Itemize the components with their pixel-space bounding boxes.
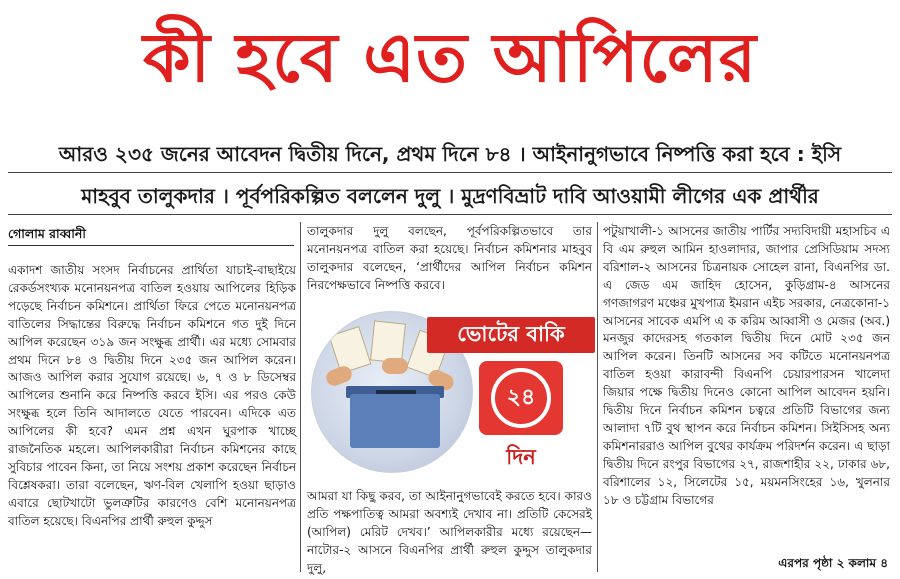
days-number: ২৪ xyxy=(491,368,551,428)
article-column-1: একাদশ জাতীয় সংসদ নির্বাচনের প্রার্থিতা যাচাই-বাছাইয়ে রেকর্ডসংখ্যক মনোনয়নপত্র বাতিল হওয়ায় আপিলের হিড়িক পড়েছে নির্বাচন কমিশনে। প্রার্থিতা ফিরে পেতে মনোনয়নপত্র বাতিলের সিদ্ধান্তের বিরুদ্ধে নির্বাচন কমিশনে গত দুই দিনে আপিল করেছেন ৩১৯ জন সংক্ষুব্ধ প্রার্থী। এর মধ্যে সোমবার প্রথম দিনে ৮৪ ও দ্বিতীয় দিনে ২৩৫ জন আপিল করেন। আজও আপিল করার সুযোগ রয়েছে। ৬, ৭ ও ৮ ডিসেম্বর আপিলের শুনানি করে নিষ্পত্তি করবে ইসি। এর পরও কেউ সংক্ষুব্ধ হলে তিনি আদালতে যেতে পারবেন। এদিকে এত আপিলের কী হবে? এমন প্রশ্ন এখন ঘুরপাক খাচ্ছে রাজনৈতিক মহলে। আপিলকারীরা নির্বাচন কমিশনের কাছে সুবিচার পাবেন কিনা, তা নিয়ে সংশয় প্রকাশ করেছেন নির্বাচন বিশ্লেষকরা। তারা বলেছেন, ঋণ-বিল খেলাপি হওয়া ছাড়াও এবারে ছোটখাটো ভুলত্রুটির কারণেও বেশি মনোনয়নপত্র বাতিল হয়েছে। বিএনপির প্রার্থী রুহুল কুদ্দুস xyxy=(8,263,296,528)
column-divider-1 xyxy=(300,222,301,572)
article-column-3: পটুয়াখালী-১ আসনের জাতীয় পার্টির সদ্যবিদায়ী মহাসচিব এ বি এম রুহুল আমিন হাওলাদার, জাপার প্রেসিডিয়াম সদস্য বরিশাল-২ আসনের চিত্রনায়ক সোহেল রানা, বিএনপির ডা. এ জেড এম জাহিদ হোসেন, কুড়িগ্রাম-৪ আসনের গণজাগরণ মঞ্চের মুখপাত্র ইমরান এইচ সরকার, নেত্রকোনা-১ আসনের সাবেক এমপি এ ক করিম আব্বাসী ও মেজর (অব.) মনজুর কাদেরসহ গতকাল দ্বিতীয় দিনে মোট ২৩৫ জন আপিল করেন। তিনটি আসনের সব কটিতে মনোনয়নপত্র বাতিল হওয়া কারাবন্দী বিএনপি চেয়ারপারসন খালেদা জিয়ার পক্ষে দ্বিতীয় দিনেও কোনো আপিল আবেদন হয়নি। দ্বিতীয় দিনে নির্বাচন কমিশন চত্বরে প্রতিটি বিভাগের জন্য আলাদা ৭টি বুথ স্থাপন করে নির্বাচন কমিশন। সিইসিসহ অন্য কমিশনাররাও আপিল বুথের কার্যক্রম পরিদর্শন করেন। এ ছাড়া দ্বিতীয় দিনে রংপুর বিভাগের ২৭, রাজশাহীর ২২, ঢাকার ৬৮, বরিশালের ১২, সিলেটের ১৫, ময়মনসিংহের ১৬, খুলনার ১৮ ও চট্টগ্রাম বিভাগের xyxy=(603,224,890,507)
ballot-box-icon xyxy=(350,394,440,448)
column-divider-2 xyxy=(597,222,598,572)
countdown-infographic xyxy=(305,303,595,483)
subheadline-2: মাহবুব তালুকদার । পূর্বপরিকল্পিত বললেন দুলু । মুদ্রণবিভ্রাট দাবি আওয়ামী লীগের এক প্রার্থীর xyxy=(81,184,819,208)
headline: কী হবে এত আপিলের xyxy=(142,19,758,98)
subhead-divider-bottom xyxy=(8,214,892,215)
article-column-2-top: তালুকদার দুলু বলছেন, পূর্বপরিকল্পিতভাবে তার মনোনয়নপত্র বাতিল করা হয়েছে। নির্বাচন কমিশনার মাহবুব তালুকদার বলেছেন, ‘প্রার্থীদের আপিল নির্বাচন কমিশন নিরপেক্ষভাবে নিষ্পত্তি করবে। xyxy=(307,224,592,292)
continuation-note: এরপর পৃষ্ঠা ২ কলাম ৪ xyxy=(778,556,888,570)
article-column-2-bottom: আমরা যা কিছু করব, তা আইনানুগভাবেই করতে হবে। কারও প্রতি পক্ষপাতিত্ব আমরা অবশ্যই দেখাব না। প্রতিটি কেসেরই (আপিল) মেরিট দেখব।’ আপিলকারীর মধ্যে রয়েছেন— নাটোর-২ আসনে বিএনপির প্রার্থী রুহুল কুদ্দুস তালুকদার দুলু, xyxy=(307,489,592,575)
days-label: দিন xyxy=(506,445,536,469)
subheadline-1: আরও ২৩৫ জনের আবেদন দ্বিতীয় দিনে, প্রথম দিনে ৮৪ । আইনানুগভাবে নিষ্পত্তি করা হবে : ইসি xyxy=(58,142,842,166)
days-counter xyxy=(479,361,563,435)
infographic-title: ভোটের বাকি xyxy=(427,317,595,353)
subhead-divider-top xyxy=(8,172,892,173)
byline: গোলাম রাব্বানী xyxy=(8,226,294,246)
